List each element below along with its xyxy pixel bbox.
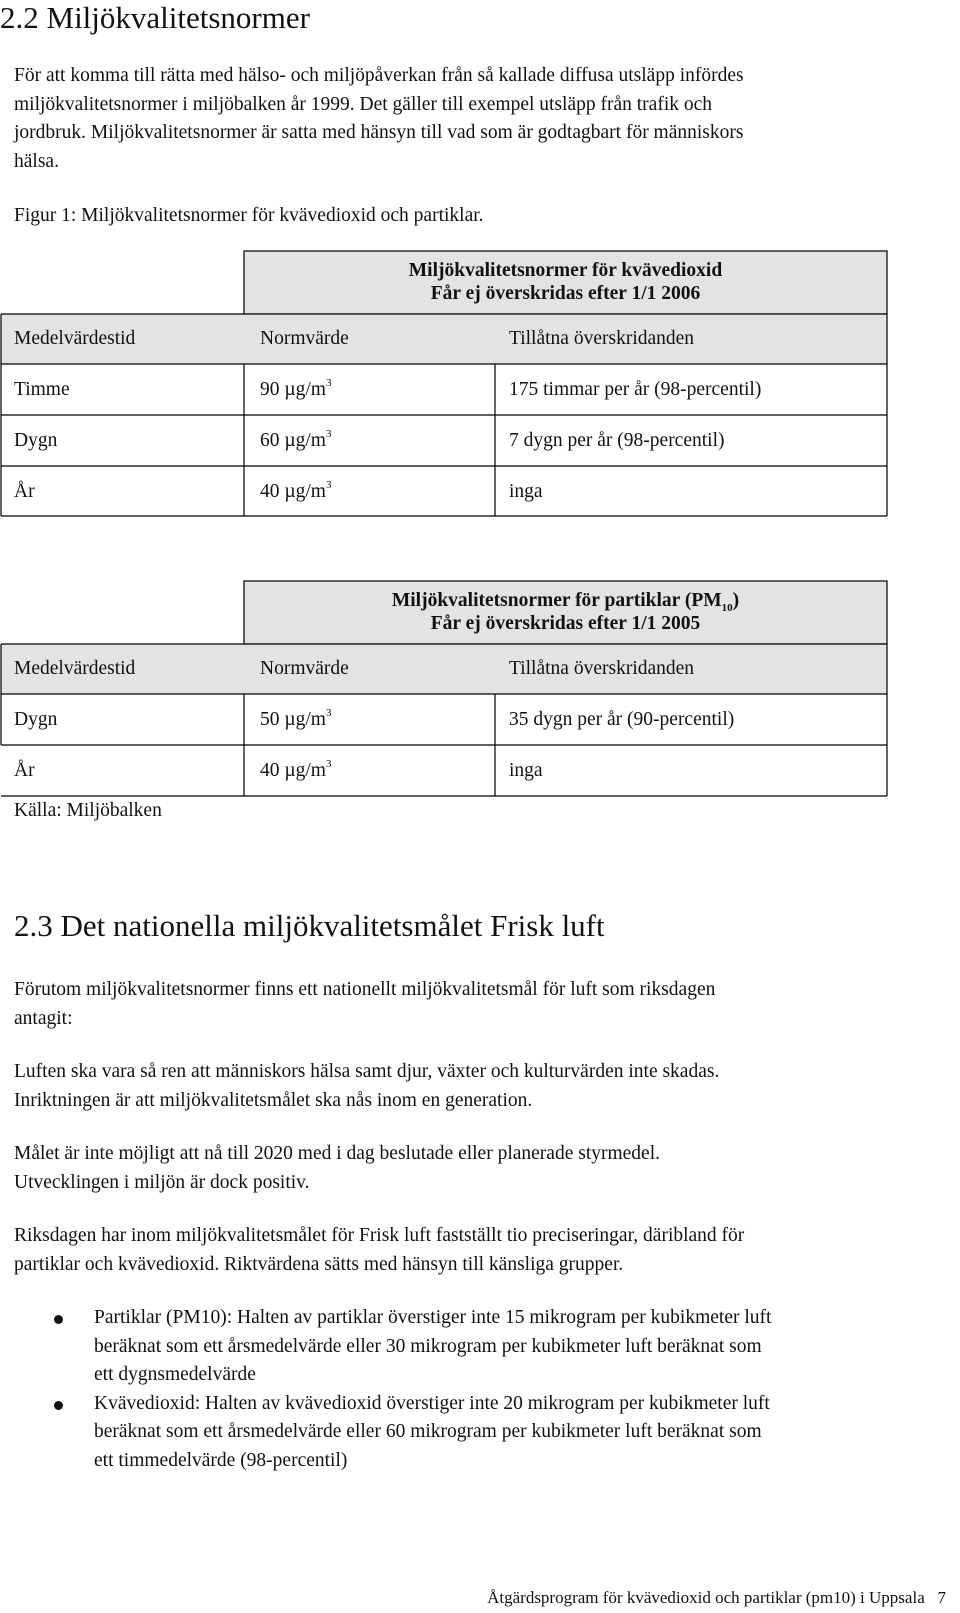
row-value: 60 $\mu g/m^3$: [260, 427, 332, 451]
bullet-icon: [54, 1315, 63, 1324]
row-exceed: 35 dygn per år (90-percentil): [509, 709, 735, 730]
row-exceed: inga: [509, 481, 543, 502]
row-period: År: [14, 481, 35, 502]
paragraph-3: [14, 1140, 944, 1197]
header-medelvardestid: Medelvärdestid: [14, 328, 136, 349]
header-normvarde: Normvärde: [260, 328, 349, 349]
row-period: Dygn: [14, 430, 58, 451]
list-item-line: beräknat som ett årsmedelvärde eller 30 mikrogram per kubikmeter luft beräknat som: [94, 1335, 762, 1357]
list-item-line: ett dygnsmedelvärde: [94, 1364, 256, 1385]
paragraph-line: Förutom miljökvalitetsnormer finns ett nationellt miljökvalitetsmål för luft som riksdagen: [14, 979, 716, 1000]
table-pm10-title: [244, 589, 887, 635]
intro-line: hälsa.: [14, 150, 59, 172]
bullet-icon: [54, 1401, 63, 1410]
paragraph-line: Inriktningen är att miljökvalitetsmålet ska nås inom en generation.: [14, 1089, 533, 1111]
list-item-line: Partiklar (PM10): Halten av partiklar överstiger inte 15 mikrogram per kubikmeter luft: [94, 1307, 772, 1328]
paragraph-line: antagit:: [14, 1007, 73, 1029]
paragraph-1: [14, 976, 944, 1033]
row-exceed: 175 timmar per år (98-percentil): [509, 379, 762, 400]
table-no2-title-line2: Får ej överskridas efter 1/1 2006: [430, 283, 701, 304]
figure-caption: Figur 1: Miljökvalitetsnormer för kvävedioxid och partiklar.: [14, 205, 484, 226]
paragraph-2: [14, 1058, 944, 1115]
paragraph-line: Målet är inte möjligt att nå till 2020 med i dag beslutade eller planerade styrmedel.: [14, 1143, 661, 1164]
row-value: 40 $\mu g/m^3$: [260, 478, 332, 502]
paragraph-line: Luften ska vara så ren att människors hälsa samt djur, växter och kulturvärden inte skadas.: [14, 1061, 720, 1082]
intro-line: För att komma till rätta med hälso- och miljöpåverkan från så kallade diffusa utsläpp infördes: [14, 65, 744, 86]
section-heading-2-3: 2.3 Det nationella miljökvalitetsmålet Frisk luft: [14, 908, 605, 943]
header-tillatna-overskridanden: Tillåtna överskridanden: [509, 328, 695, 349]
footer-title: Åtgärdsprogram för kvävedioxid och partiklar (pm10) i Uppsala: [487, 1588, 925, 1607]
header-tillatna-overskridanden: Tillåtna överskridanden: [509, 658, 695, 679]
table-pm10: [0, 580, 900, 830]
row-period: År: [14, 760, 35, 781]
list-item-line: beräknat som ett årsmedelvärde eller 60 mikrogram per kubikmeter luft beräknat som: [94, 1421, 762, 1442]
section-heading-2-2: 2.2 Miljökvalitetsnormer: [0, 0, 310, 35]
paragraph-line: Riksdagen har inom miljökvalitetsmålet för Frisk luft fastställt tio preciseringar, däribland för: [14, 1225, 745, 1246]
bullet-list: [94, 1304, 944, 1475]
table-no2-title: [244, 259, 887, 305]
table-no2-title-line1: Miljökvalitetsnormer för kvävedioxid: [408, 260, 723, 281]
row-value: 40 $\mu g/m^3$: [260, 757, 332, 781]
paragraph-4: [14, 1222, 944, 1279]
paragraph-line: Utvecklingen i miljön är dock positiv.: [14, 1171, 310, 1193]
row-period: Dygn: [14, 709, 58, 730]
header-medelvardestid: Medelvärdestid: [14, 658, 136, 679]
table-pm10-title-line2: Får ej överskridas efter 1/1 2005: [430, 613, 701, 634]
row-value: 90 $\mu g/m^3$: [260, 376, 332, 400]
intro-line: jordbruk. Miljökvalitetsnormer är satta med hänsyn till vad som är godtagbart för människors: [14, 122, 744, 143]
list-item-line: ett timmedelvärde (98-percentil): [94, 1449, 348, 1471]
intro-paragraph: [14, 62, 944, 176]
table-source: Källa: Miljöbalken: [14, 800, 162, 821]
list-item-line: Kvävedioxid: Halten av kvävedioxid överstiger inte 20 mikrogram per kubikmeter luft: [94, 1392, 770, 1414]
row-exceed: 7 dygn per år (98-percentil): [509, 430, 725, 451]
row-exceed: inga: [509, 760, 543, 781]
table-pm10-title-line1: Miljökvalitetsnormer för partiklar $(PM_{10})$: [391, 590, 740, 614]
page-number: 7: [937, 1588, 946, 1607]
intro-line: miljökvalitetsnormer i miljöbalken år 1999. Det gäller till exempel utsläpp från trafik och: [14, 93, 713, 115]
list-item: [94, 1304, 944, 1390]
table-no2: [0, 250, 900, 528]
row-value: 50 $\mu g/m^3$: [260, 706, 332, 730]
row-period: Timme: [14, 379, 70, 400]
paragraph-line: partiklar och kvävedioxid. Riktvärdena sätts med hänsyn till känsliga grupper.: [14, 1253, 624, 1275]
header-normvarde: Normvärde: [260, 658, 349, 679]
list-item: [94, 1390, 944, 1476]
page-footer: [487, 1587, 946, 1609]
